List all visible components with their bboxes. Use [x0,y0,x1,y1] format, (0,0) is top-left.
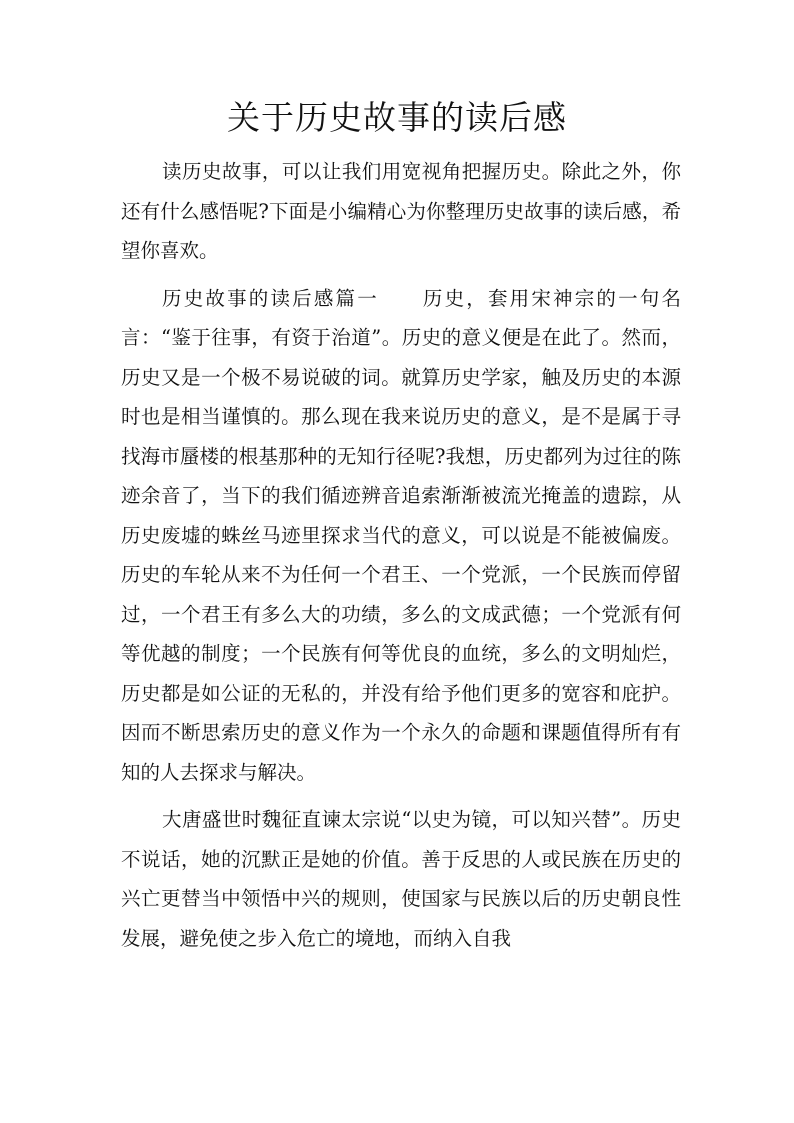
document-body [121,152,681,958]
section-heading: 历史故事的读后感篇一 [162,286,379,310]
section-paragraph [121,279,681,793]
document-title: 关于历史故事的读后感 [227,98,567,137]
intro-paragraph: 读历史故事，可以让我们用宽视角把握历史。除此之外，你还有什么感悟呢?下面是小编精心为你整理历史故事的读后感，希望你喜欢。 [121,160,681,262]
paragraph-3: 大唐盛世时魏征直谏太宗说“以史为镜，可以知兴替”。历史不说话，她的沉默正是她的价值。善于反思的人或民族在历史的兴亡更替当中领悟中兴的规则，使国家与民族以后的历史朝良性发展，避免使之步入危亡的境地，而纳入自我 [121,808,681,950]
section-body-text: 历史，套用宋神宗的一句名言：“鉴于往事，有资于治道”。历史的意义便是在此了。然而，历史又是一个极不易说破的词。就算历史学家，触及历史的本源时也是相当谨慎的。那么现在我来说历史的意义，是不是属于寻找海市蜃楼的根基那种的无知行径呢?我想，历史都列为过往的陈迹余音了，当下的我们循迹辨音追索渐渐被流光掩盖的遗踪，从历史废墟的蛛丝马迹里探求当代的意义，可以说是不能被偏废。历史的车轮从来不为任何一个君王、一个党派，一个民族而停留过，一个君王有多么大的功绩，多么的文成武德；一个党派有何等优越的制度；一个民族有何等优良的血统，多么的文明灿烂，历史都是如公证的无私的，并没有给予他们更多的宽容和庇护。因而不断思索历史的意义作为一个永久的命题和课题值得所有有知的人去探求与解决。 [121,286,681,784]
